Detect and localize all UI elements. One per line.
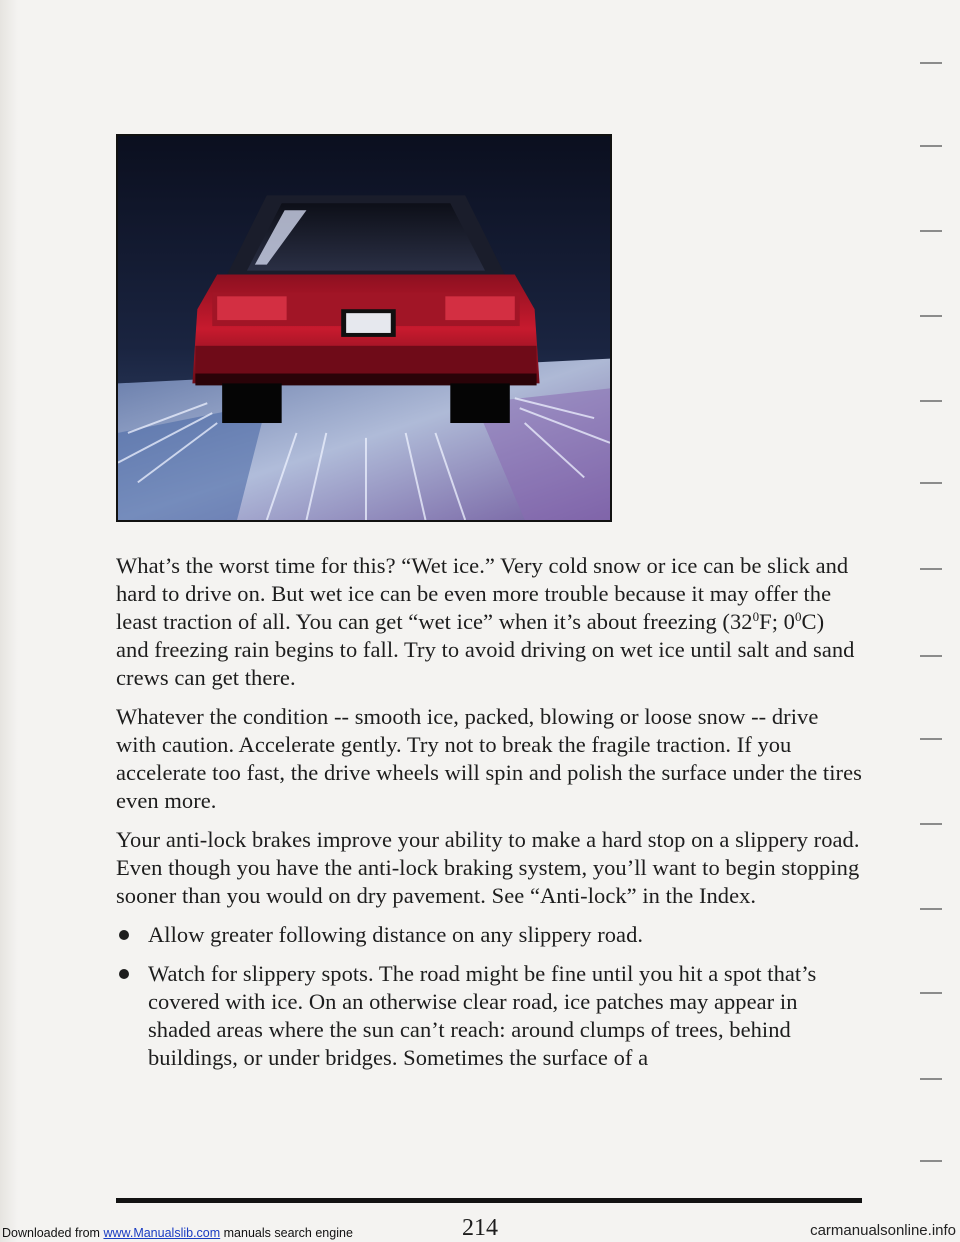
margin-tab-marks	[900, 0, 960, 1242]
list-item: Allow greater following distance on any slippery road.	[116, 921, 862, 949]
list-item: Watch for slippery spots. The road might be fine until you hit a spot that’s covered with ice. On an otherwise clear road, ice patches may appear in shaded areas where the sun can’t reach: around clumps of trees, behind buildings, or under bridges. Sometimes the surface of a	[116, 960, 862, 1072]
footer-rule	[116, 1198, 862, 1203]
margin-tick	[920, 1078, 942, 1080]
page-number: 214	[462, 1215, 498, 1241]
paragraph-wet-ice: What’s the worst time for this? “Wet ice.” Very cold snow or ice can be slick and hard to drive on. But wet ice can be even more trouble because it may offer the least traction of all. You can get “wet ice” when it’s about freezing ($32^0F$; $0^0C$) and freezing rain begins to fall. Try to avoid driving on wet ice until salt and sand crews can get there.	[116, 553, 855, 690]
paragraph-drive-with-caution: Whatever the condition -- smooth ice, packed, blowing or loose snow -- drive with caution. Accelerate gently. Try not to break the fragile traction. If you accelerate too fast, the drive wheels will spin and polish the surface under the tires even more.	[116, 704, 862, 813]
paragraph-anti-lock-brakes: Your anti-lock brakes improve your ability to make a hard stop on a slippery road. Even though you have the anti-lock braking system, you’ll want to begin stopping sooner than you would on dry pavement. See “Anti-lock” in the Index.	[116, 827, 860, 908]
margin-tick	[920, 145, 942, 147]
margin-tick	[920, 1160, 942, 1162]
margin-tick	[920, 230, 942, 232]
margin-tick	[920, 315, 942, 317]
margin-tick	[920, 823, 942, 825]
margin-tick	[920, 400, 942, 402]
car-on-ice-illustration	[116, 134, 612, 522]
watermark-site: carmanualsonline.info	[810, 1222, 956, 1239]
margin-tick	[920, 482, 942, 484]
margin-tick	[920, 568, 942, 570]
scan-edge-shadow	[0, 0, 18, 1242]
margin-tick	[920, 908, 942, 910]
margin-tick	[920, 62, 942, 64]
margin-tick	[920, 992, 942, 994]
manualslib-link[interactable]: www.Manualslib.com	[103, 1226, 221, 1240]
bullet-icon	[119, 930, 129, 940]
margin-tick	[920, 738, 942, 740]
tips-list	[116, 921, 862, 1072]
margin-tick	[920, 655, 942, 657]
body-text	[116, 552, 862, 1083]
download-credit: Downloaded from www.Manualslib.com manuals search engine	[2, 1226, 353, 1240]
bullet-icon	[119, 969, 129, 979]
